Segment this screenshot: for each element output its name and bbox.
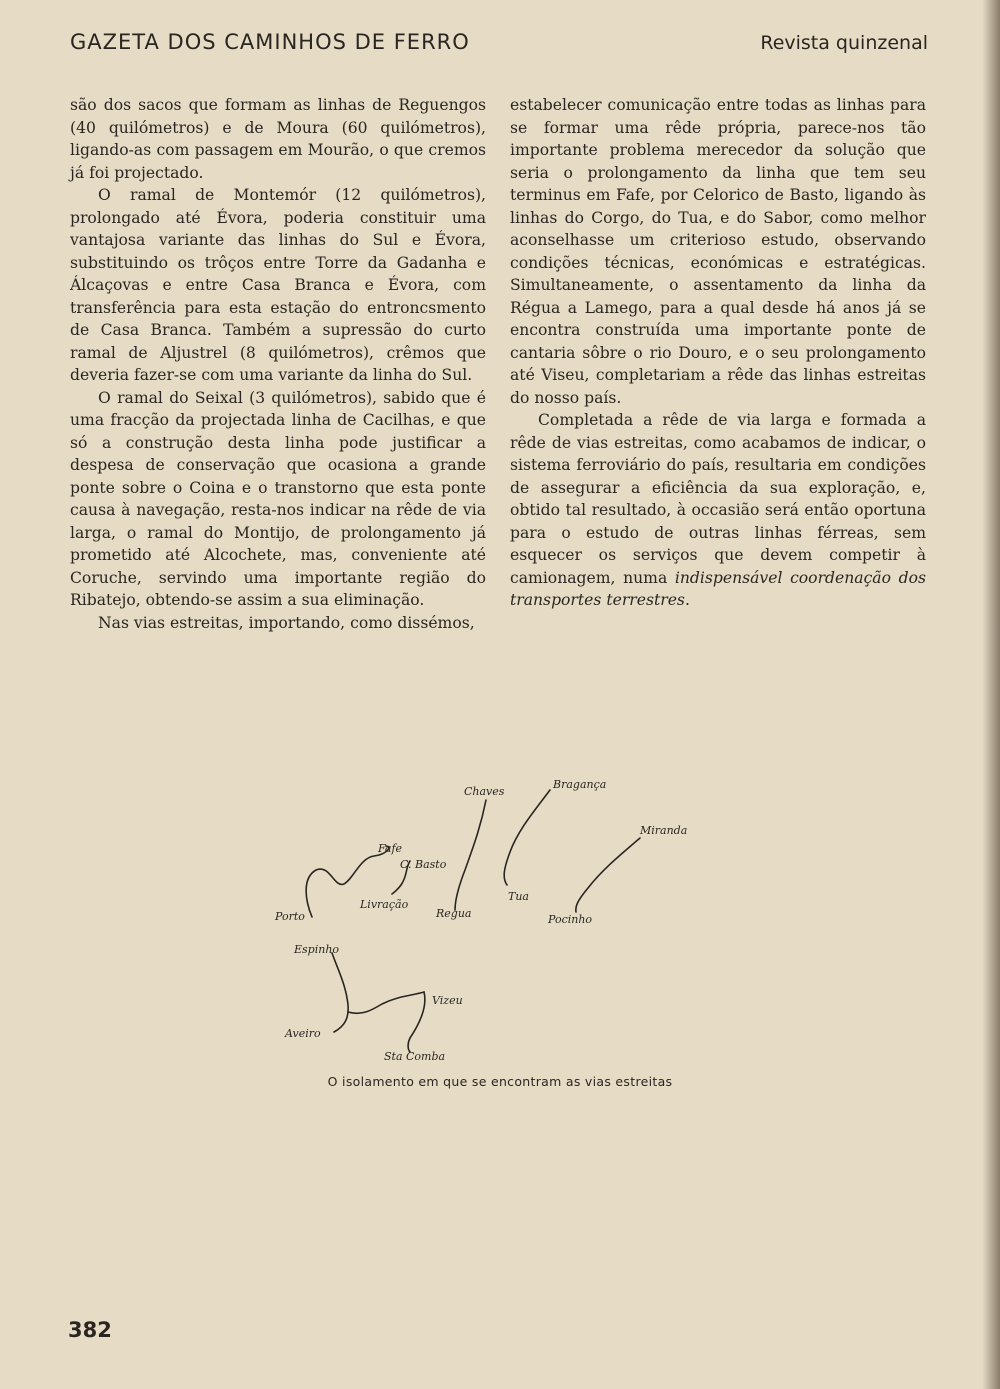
map-label-stacomba: Sta Comba <box>384 1050 446 1063</box>
paragraph-end: . <box>684 591 690 609</box>
page-number: 382 <box>68 1318 112 1342</box>
map-label-regua: Regua <box>436 907 472 920</box>
text-column-left <box>70 94 486 634</box>
line-vouga-viseu <box>348 992 424 1013</box>
paragraph: O ramal de Montemór (12 quilómetros), prolongado até Évora, poderia constituir uma vantajosa variante das linhas do Sul e Évora, substituindo os trôços entre Torre da Gadanha e Álcaçovas e entre Casa Branca e Évora, com transferência para esta estação do entroncsmento de Casa Branca. Também a supressão do curto ramal de Aljustrel (8 quilómetros), crêmos que deveria fazer-se com uma variante da linha do Sul. <box>70 186 486 384</box>
paragraph: estabelecer comunicação entre todas as linhas para se formar uma rêde própria, parece-nos tão importante problema merecedor da solução que seria o prolongamento da linha que tem seu terminus em Fafe, por Celorico de Basto, ligando às linhas do Corgo, do Tua, e do Sabor, como melhor aconselhasse um criterioso estudo, observando condições técnicas, económicas e estratégicas. Simultaneamente, o assentamento da linha da Régua a Lamego, para a qual desde há anos já se encontra construída uma importante ponte de cantaria sôbre o rio Douro, e o seu prolongamento até Viseu, completariam a rêde das linhas estreitas do nosso país. <box>510 96 926 407</box>
paragraph: Nas vias estreitas, importando, como dissémos, <box>98 613 475 632</box>
line-corgo <box>455 800 486 910</box>
map-label-chaves: Chaves <box>464 785 505 798</box>
running-header-title: GAZETA DOS CAMINHOS DE FERRO <box>70 30 470 54</box>
line-dao <box>408 992 425 1052</box>
map-label-pocinho: Pocinho <box>548 913 593 926</box>
text-column-right <box>510 94 926 612</box>
map-label-vizeu: Vizeu <box>432 994 463 1007</box>
emphasis-text: indispensável coordenação dos transportes terrestres <box>510 568 926 609</box>
map-label-tua: Tua <box>508 890 529 903</box>
paragraph: O ramal do Seixal (3 quilómetros), sabido que é uma fracção da projectada linha de Cacilhas, e que só a construção desta linha pode justificar a despesa de conservação que ocasiona a grande ponte sobre o Coina e o transtorno que esta ponte causa à navegação, resta-nos indicar na rêde de via larga, o ramal do Montijo, de prolongamento já prometido até Alcochete, mas, conveniente até Coruche, servindo uma importante região do Ribatejo, obtendo-se assim a sua eliminação. <box>70 388 486 609</box>
line-sabor <box>576 838 640 912</box>
map-label-miranda: Miranda <box>640 824 688 837</box>
paragraph: são dos sacos que formam as linhas de Reguengos (40 quilómetros) e de Moura (60 quilómetros), ligando-as com passagem em Mourão, o que cremos já foi projectado. <box>70 96 486 182</box>
railway-sketch-map <box>250 760 750 1080</box>
page-edge-shadow <box>982 0 1000 1389</box>
map-label-cbasto: C. Basto <box>400 858 447 871</box>
map-label-espinho: Espinho <box>294 943 340 956</box>
map-label-fafe: Fafe <box>378 842 403 855</box>
paragraph <box>510 409 926 612</box>
line-espinho-aveiro <box>332 953 348 1032</box>
map-label-porto: Porto <box>275 910 305 923</box>
running-header-subtitle: Revista quinzenal <box>760 32 928 54</box>
map-label-braganca: Bragança <box>553 778 607 791</box>
figure-caption: O isolamento em que se encontram as vias estreitas <box>327 1074 673 1089</box>
line-tua <box>504 790 550 885</box>
paragraph-text: Completada a rêde de via larga e formada a rêde de vias estreitas, como acabamos de indicar, o sistema ferroviário do país, resultaria em condições de assegurar a eficiência da sua exploração, e, obtido tal resultado, à occasião será então oportuna para o estudo de outras linhas férreas, sem esquecer os serviços que devem competir à camionagem, numa <box>510 411 926 587</box>
map-label-aveiro: Aveiro <box>285 1027 321 1040</box>
map-label-livracao: Livração <box>360 898 409 911</box>
